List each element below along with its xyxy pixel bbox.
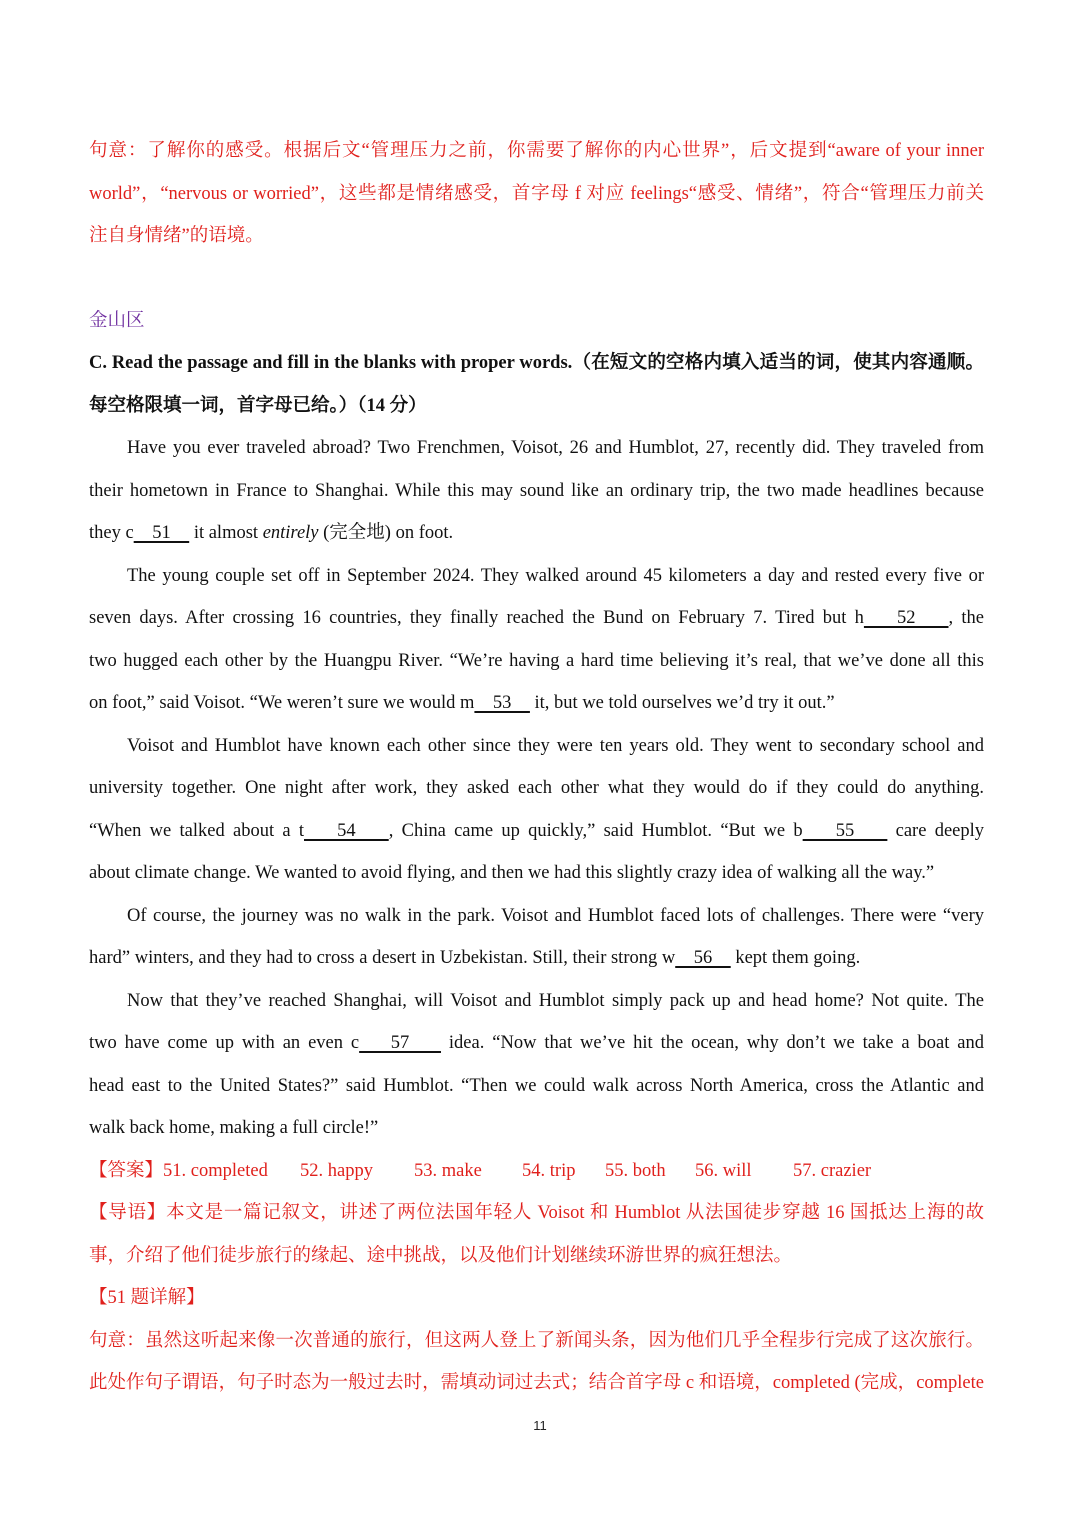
paragraph-5 (89, 980, 984, 1150)
paragraph-4 (89, 895, 984, 980)
text-line: walk back home, making a full circle!” (89, 1118, 379, 1138)
text-line: 注自身情绪”的语境。 (89, 226, 264, 246)
blank-51[interactable]: 51 (133, 523, 190, 543)
text-line: 事，介绍了他们徒步旅行的缘起、途中挑战，以及他们计划继续环游世界的疯狂想法。 (89, 1245, 793, 1266)
paragraph-2 (89, 555, 984, 725)
answer-item: 53. make (414, 1160, 482, 1181)
text-span: it almost (189, 523, 263, 543)
answer-item: 52. happy (300, 1160, 373, 1181)
blank-52[interactable]: 52 (863, 608, 949, 628)
text-line: The young couple set off in September 2024. They walked around 45 kilometers a day and rested every five or (127, 565, 984, 586)
text-span: they c (89, 523, 134, 543)
blank-56[interactable]: 56 (675, 948, 731, 968)
section-title-line: C. Read the passage and fill in the blanks with proper words.（在短文的空格内填入适当的词，使其内容通顺。 (89, 353, 984, 373)
text-line: Of course, the journey was no walk in the park. Voisot and Humblot faced lots of challenges. There were “very (127, 905, 984, 926)
text-span: idea. “Now that we’ve hit the ocean, why don’t we take a boat and (440, 1033, 984, 1053)
text-line: 此处作句子谓语，句子时态为一般过去时，需填动词过去式；结合首字母 c 和语境，completed (完成，complete (89, 1373, 984, 1393)
document-page (89, 130, 984, 1405)
section-title-line: 每空格限填一词，首字母已给。）（14 分） (89, 395, 427, 416)
text-span: , China came up quickly,” said Humblot. “But we b (388, 820, 803, 841)
answer-key (89, 1150, 984, 1193)
answer-item: 57. crazier (793, 1160, 872, 1181)
answer-label: 【答案】 (89, 1160, 164, 1181)
answer-item: 51. completed (163, 1160, 268, 1181)
explanation-heading: 【51 题详解】 (89, 1288, 205, 1308)
text-line: Voisot and Humblot have known each other since they were ten years old. They went to secondary school and (127, 735, 984, 756)
blank-54[interactable]: 54 (304, 820, 389, 841)
text-line: their hometown in France to Shanghai. While this may sound like an ordinary trip, the two made headlines because (89, 480, 984, 501)
blank-53[interactable]: 53 (474, 693, 530, 713)
text-line: two hugged each other by the Huangpu River. “We’re having a hard time believing it’s real, that we’ve done all this (89, 650, 984, 671)
guide-section (89, 1192, 984, 1277)
text-line: university together. One night after work, they asked each other what they would do if they could do anything. (89, 778, 984, 798)
answer-item: 55. both (605, 1160, 666, 1181)
text-span: hard” winters, and they had to cross a desert in Uzbekistan. Still, their strong w (89, 948, 676, 968)
previous-explanation (89, 130, 984, 258)
text-line (89, 597, 984, 640)
text-span: on foot,” said Voisot. “We weren’t sure we would m (89, 693, 475, 713)
text-line (89, 512, 984, 555)
question-51-explanation (89, 1277, 984, 1405)
answer-item: 56. will (695, 1160, 752, 1181)
text-line: 句意：虽然这听起来像一次普通的旅行，但这两人登上了新闻头条，因为他们几乎全程步行完成了这次旅行。 (89, 1330, 984, 1351)
text-line: 【导语】本文是一篇记叙文，讲述了两位法国年轻人 Voisot 和 Humblot 从法国徒步穿越 16 国抵达上海的故 (89, 1203, 984, 1223)
paragraph-1 (89, 427, 984, 555)
answer-item: 54. trip (522, 1160, 576, 1181)
text-line: about climate change. We wanted to avoid flying, and then we had this slightly crazy idea of walking all the way.” (89, 863, 935, 883)
text-line (89, 682, 984, 725)
text-line (89, 1022, 984, 1065)
section-title (89, 342, 984, 427)
blank-55[interactable]: 55 (802, 820, 888, 841)
text-span: kept them going. (730, 948, 861, 968)
passage (89, 427, 984, 1150)
text-line (89, 937, 984, 980)
text-line: world”，“nervous or worried”，这些都是情绪感受，首字母 f 对应 feelings“感受、情绪”，符合“管理压力前关 (89, 183, 984, 204)
text-span: seven days. After crossing 16 countries, they finally reached the Bund on February 7. Tired but h (89, 608, 864, 628)
blank-57[interactable]: 57 (359, 1033, 441, 1053)
page-number: 11 (533, 1418, 547, 1433)
district-heading: 金山区 (89, 310, 145, 331)
text-span: (完全地) on foot. (318, 523, 454, 543)
text-line: Have you ever traveled abroad? Two Frenchmen, Voisot, 26 and Humblot, 27, recently did. They traveled from (127, 438, 984, 458)
paragraph-3 (89, 725, 984, 895)
italic-word: entirely (262, 523, 319, 543)
text-line (89, 810, 984, 853)
text-line: 句意：了解你的感受。根据后文“管理压力之前，你需要了解你的内心世界”，后文提到“aware of your inner (89, 141, 984, 161)
text-line: Now that they’ve reached Shanghai, will Voisot and Humblot simply pack up and head home? Not quite. The (127, 990, 984, 1011)
text-span: two have come up with an even c (89, 1033, 360, 1053)
text-line: head east to the United States?” said Humblot. “Then we could walk across North America, cross the Atlantic and (89, 1075, 984, 1096)
text-span: , the (948, 608, 985, 628)
text-span: care deeply (887, 820, 985, 841)
text-span: “When we talked about a t (89, 820, 304, 841)
text-span: it, but we told ourselves we’d try it out.” (529, 693, 835, 713)
